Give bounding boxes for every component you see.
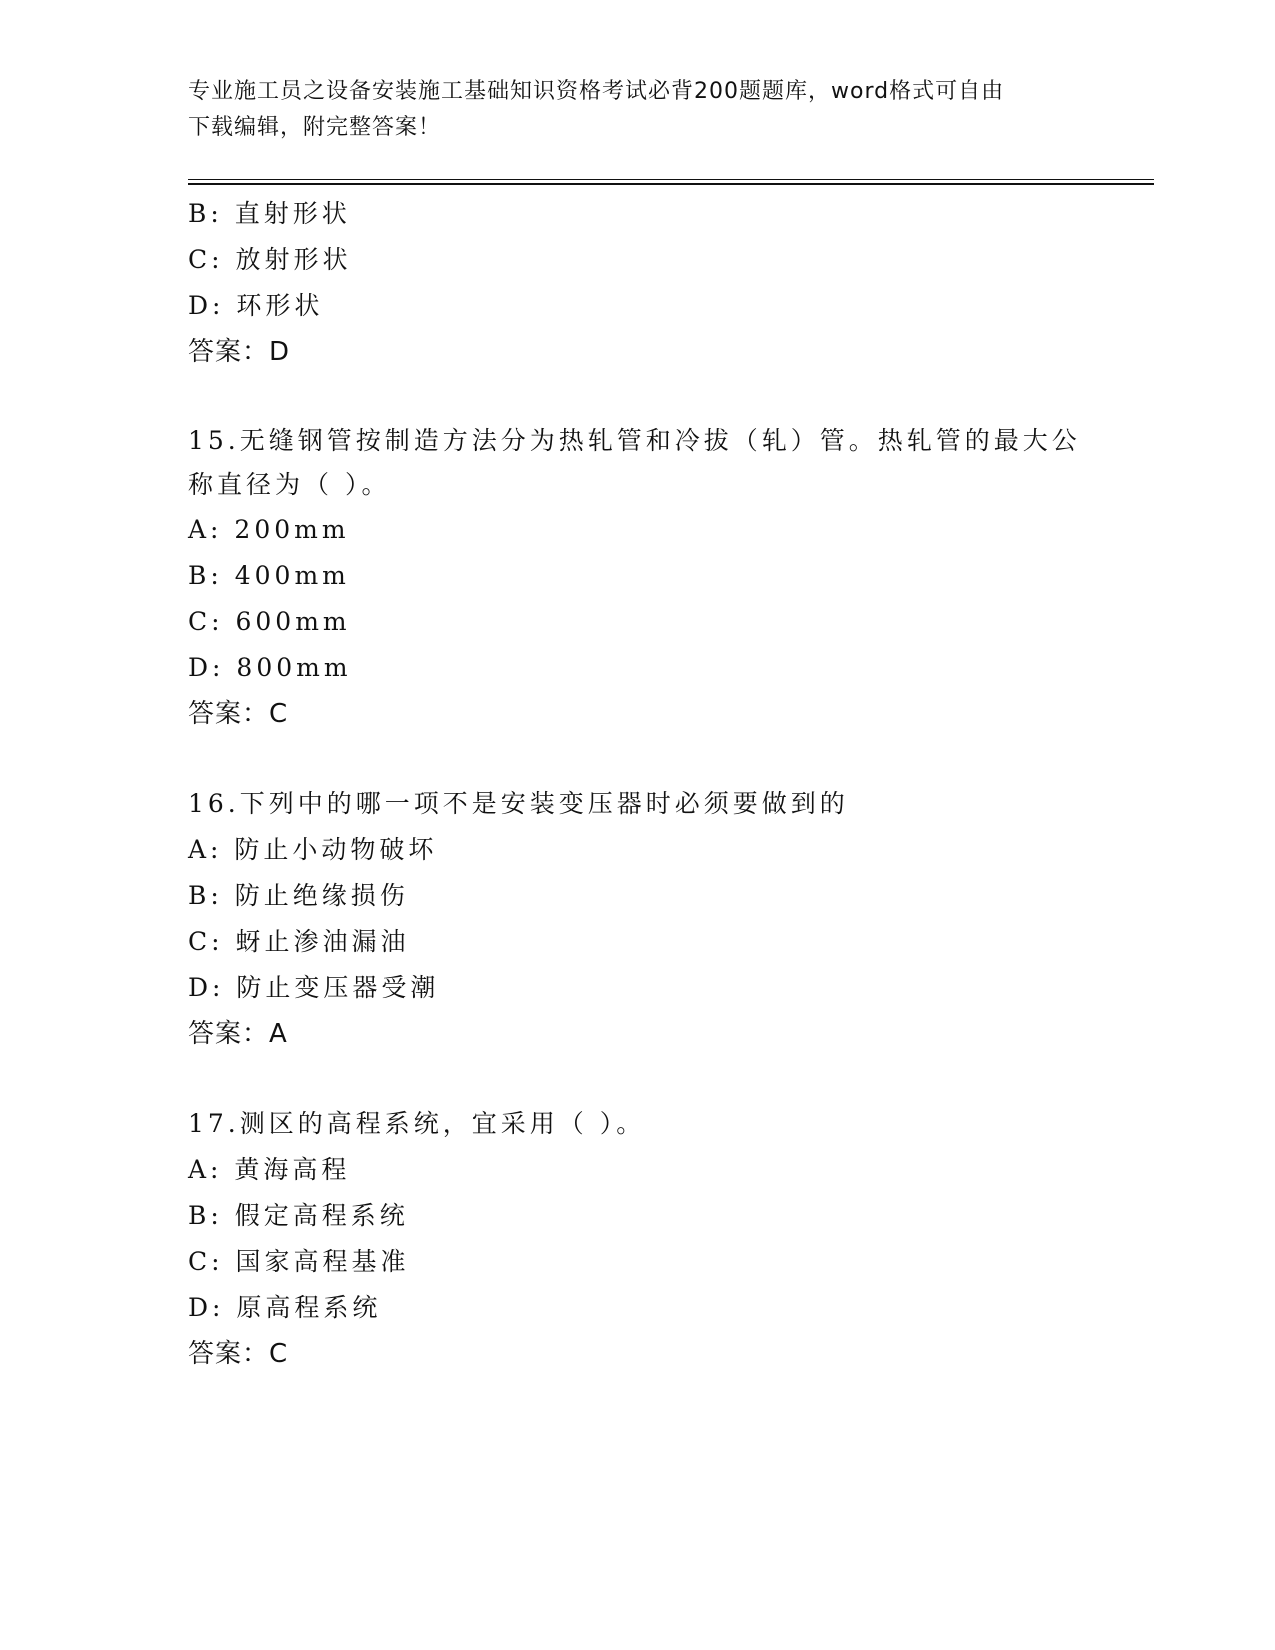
answer-line: 答案：A bbox=[188, 1019, 288, 1049]
question-15 bbox=[188, 419, 1088, 737]
question-stem bbox=[188, 419, 1088, 507]
question-spacer bbox=[188, 1057, 1088, 1101]
option-a: A: 200mm bbox=[188, 515, 350, 544]
option-c: C: 国家高程基准 bbox=[188, 1247, 410, 1276]
option-d: D: 原高程系统 bbox=[188, 1293, 382, 1322]
header-divider-thick bbox=[188, 183, 1154, 185]
option-d: D: 防止变压器受潮 bbox=[188, 973, 440, 1002]
option-b: B: 400mm bbox=[188, 561, 350, 590]
header-line-2: 下载编辑，附完整答案！ bbox=[188, 115, 442, 140]
question-stem-line-1: 15.无缝钢管按制造方法分为热轧管和冷拔（轧）管。热轧管的最大公 bbox=[188, 426, 1081, 455]
option-b: B: 直射形状 bbox=[188, 199, 351, 228]
answer-line: 答案：D bbox=[188, 337, 291, 367]
question-stem: 17.测区的高程系统，宜采用（ ）。 bbox=[188, 1109, 646, 1138]
answer-line: 答案：C bbox=[188, 1339, 289, 1369]
question-16 bbox=[188, 781, 1088, 1057]
question-17 bbox=[188, 1101, 1088, 1377]
answer-line: 答案：C bbox=[188, 699, 289, 729]
header-line-1: 专业施工员之设备安装施工基础知识资格考试必背200题题库，word格式可自由 bbox=[188, 79, 1005, 104]
option-a: A: 黄海高程 bbox=[188, 1155, 351, 1184]
option-b: B: 假定高程系统 bbox=[188, 1201, 409, 1230]
question-14-continued bbox=[188, 191, 1088, 375]
header-divider-thin bbox=[188, 179, 1154, 180]
option-d: D: 800mm bbox=[188, 653, 352, 682]
option-c: C: 蚜止渗油漏油 bbox=[188, 927, 410, 956]
option-c: C: 600mm bbox=[188, 607, 351, 636]
option-d: D: 环形状 bbox=[188, 291, 324, 320]
question-list bbox=[188, 191, 1088, 1377]
option-b: B: 防止绝缘损伤 bbox=[188, 881, 409, 910]
question-stem-line-2: 称直径为（ ）。 bbox=[188, 470, 391, 499]
question-spacer bbox=[188, 737, 1088, 781]
question-stem: 16.下列中的哪一项不是安装变压器时必须要做到的 bbox=[188, 789, 849, 818]
option-a: A: 防止小动物破坏 bbox=[188, 835, 438, 864]
option-c: C: 放射形状 bbox=[188, 245, 352, 274]
document-header bbox=[188, 74, 1068, 146]
question-spacer bbox=[188, 375, 1088, 419]
